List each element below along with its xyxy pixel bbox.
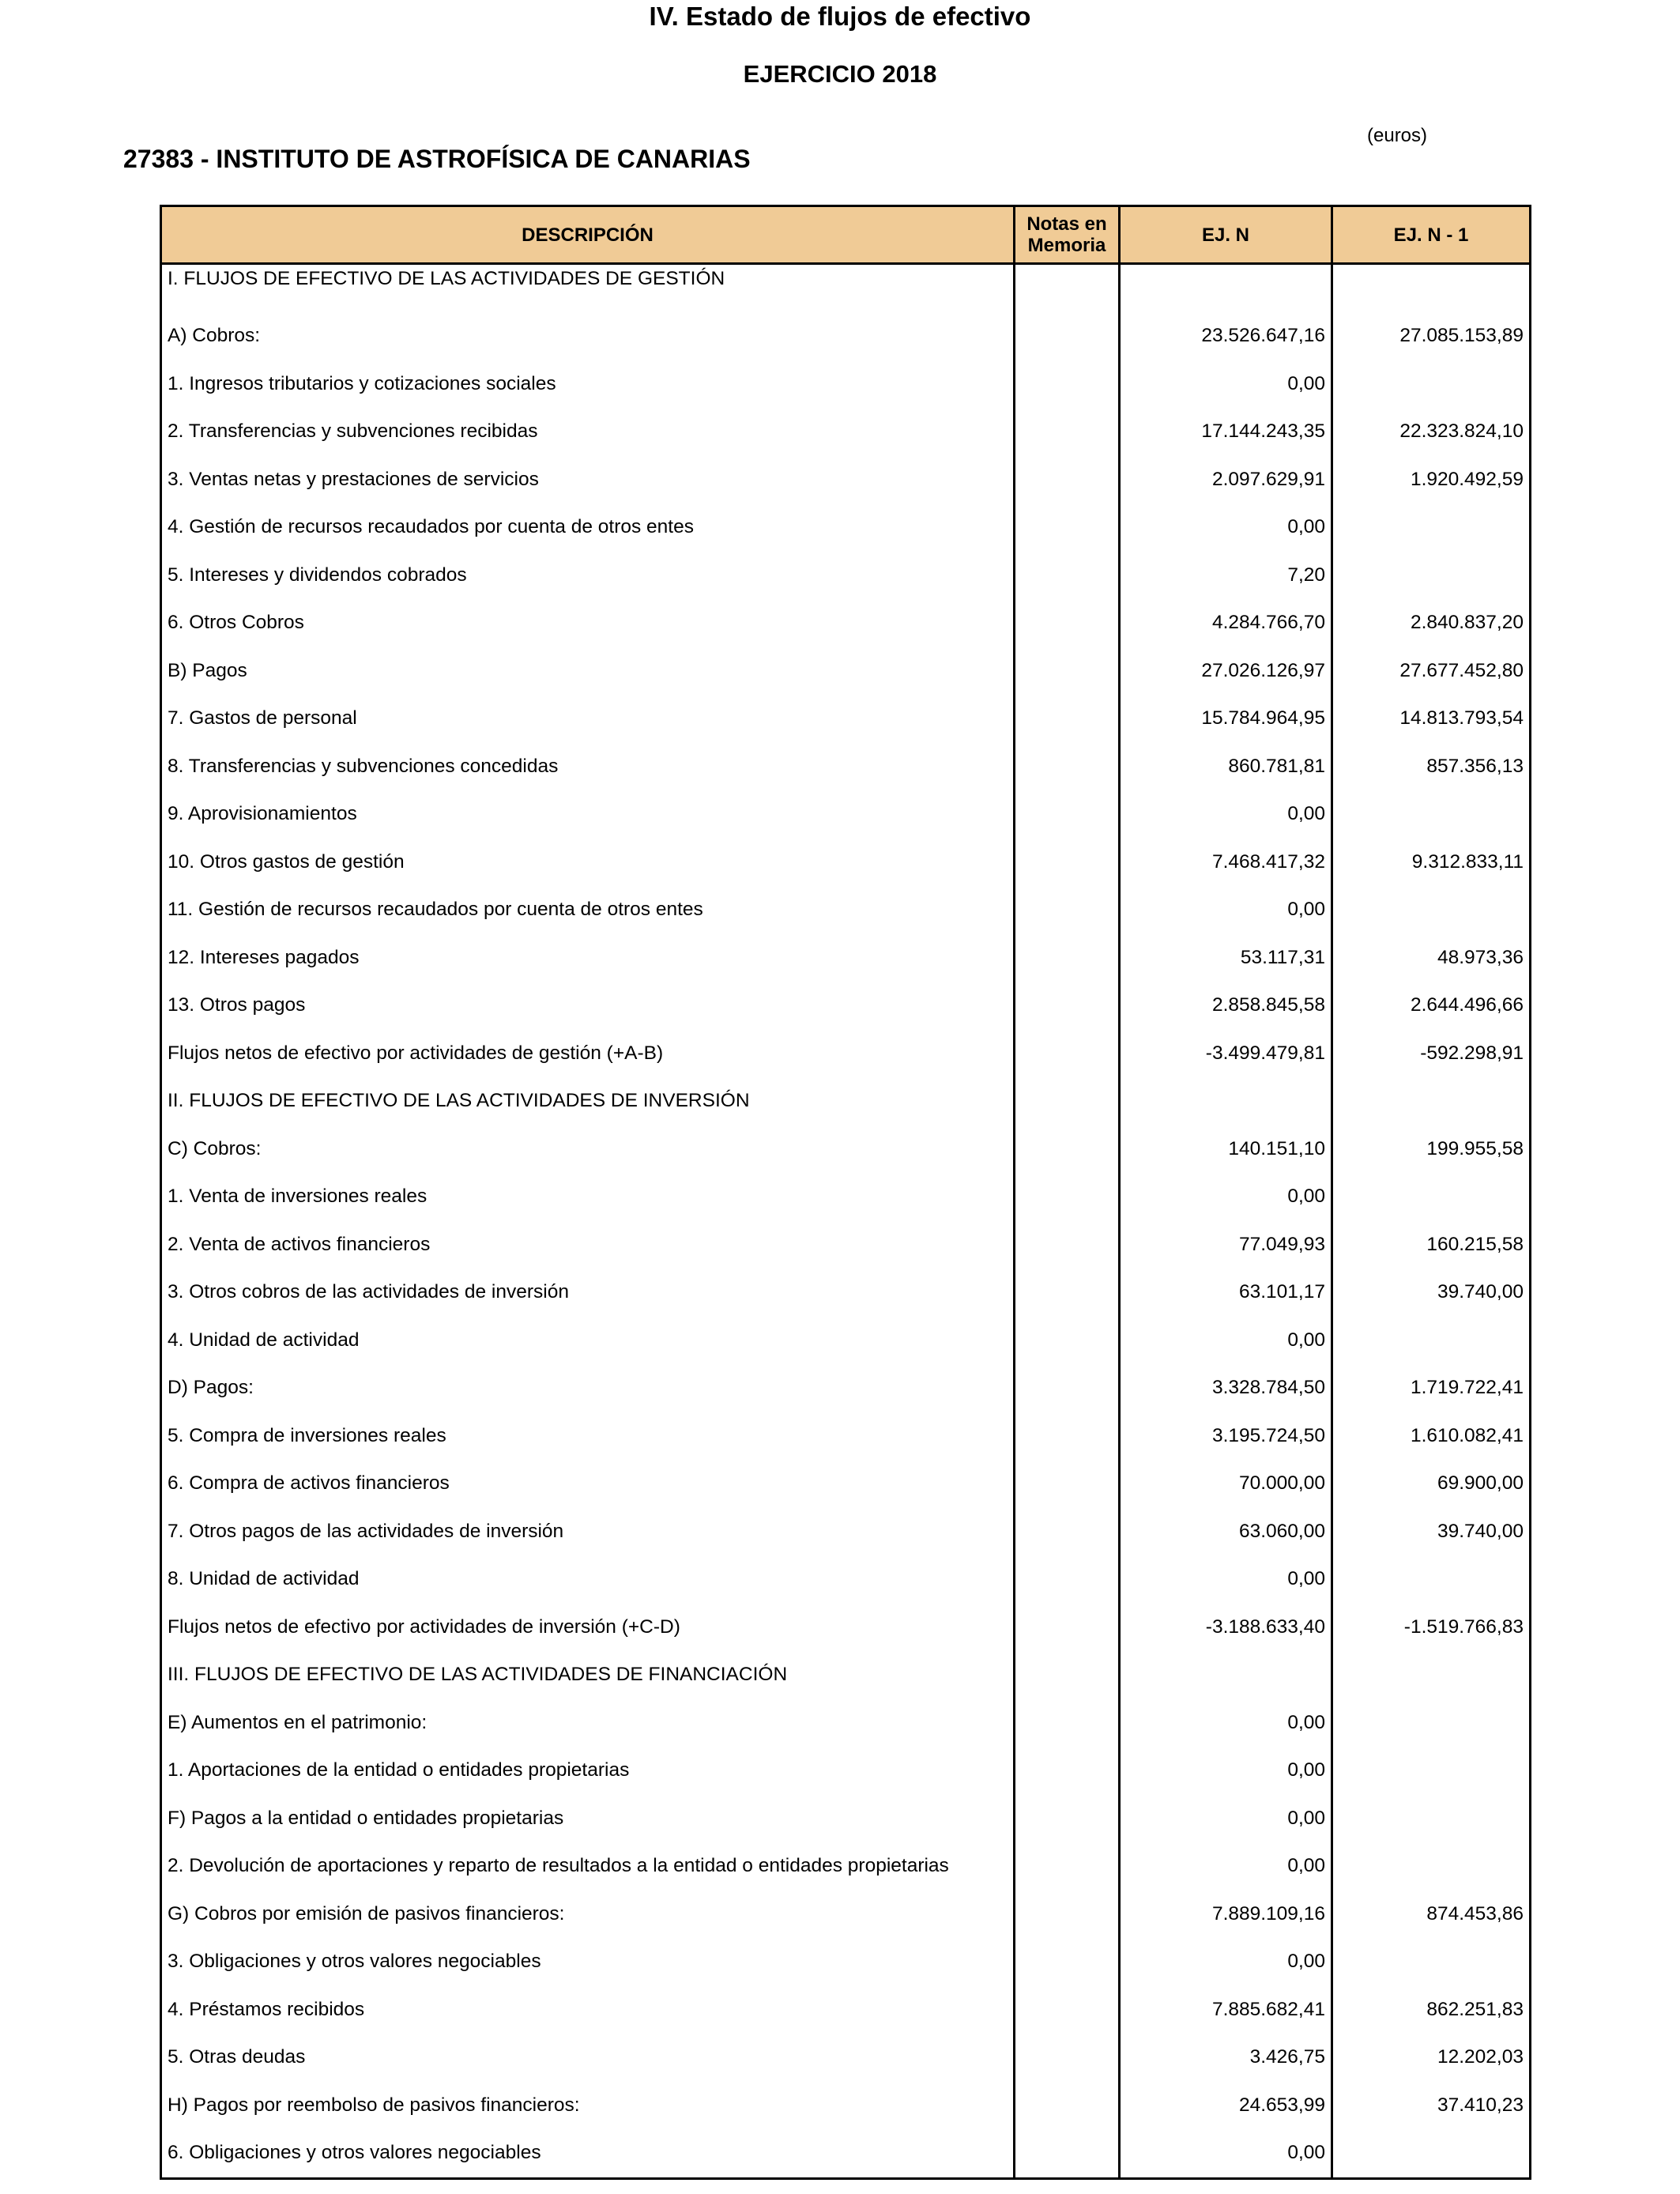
row-value-ej-n: 860.781,81 [1120,743,1332,791]
row-description: 1. Ingresos tributarios y cotizaciones sociales [161,360,1015,409]
row-notes [1015,743,1120,791]
row-description: 11. Gestión de recursos recaudados por cuenta de otros entes [161,886,1015,934]
table-row [161,1891,1531,1939]
table-row [161,1125,1531,1174]
row-value-ej-n-1: 1.920.492,59 [1332,456,1531,504]
row-value-ej-n: 7,20 [1120,552,1332,600]
row-description: 7. Otros pagos de las actividades de inversión [161,1508,1015,1556]
row-value-ej-n-1 [1332,1795,1531,1843]
row-notes [1015,1077,1120,1125]
table-row [161,503,1531,552]
row-value-ej-n-1: 48.973,36 [1332,934,1531,982]
row-notes [1015,790,1120,839]
row-description: 13. Otros pagos [161,982,1015,1030]
row-description: E) Aumentos en el patrimonio: [161,1699,1015,1747]
row-notes [1015,1986,1120,2034]
row-description: 6. Compra de activos financieros [161,1460,1015,1508]
row-value-ej-n: 3.426,75 [1120,2034,1332,2082]
row-value-ej-n-1 [1332,1173,1531,1221]
column-header-description: DESCRIPCIÓN [161,206,1015,264]
row-value-ej-n: 15.784.964,95 [1120,695,1332,743]
table-row [161,1842,1531,1891]
row-value-ej-n-1: 862.251,83 [1332,1986,1531,2034]
row-value-ej-n: 77.049,93 [1120,1221,1332,1269]
row-description: 4. Préstamos recibidos [161,1986,1015,2034]
row-value-ej-n-1: 199.955,58 [1332,1125,1531,1174]
row-description: 9. Aprovisionamientos [161,790,1015,839]
row-description: 5. Intereses y dividendos cobrados [161,552,1015,600]
row-description: F) Pagos a la entidad o entidades propietarias [161,1795,1015,1843]
table-row [161,886,1531,934]
row-notes [1015,552,1120,600]
row-description: 6. Otros Cobros [161,599,1015,647]
table-row [161,1604,1531,1652]
row-notes [1015,934,1120,982]
row-value-ej-n: 0,00 [1120,1555,1332,1604]
row-value-ej-n-1 [1332,1699,1531,1747]
row-description: Flujos netos de efectivo por actividades de inversión (+C-D) [161,1604,1015,1652]
column-header-ej-n-1: EJ. N - 1 [1332,206,1531,264]
table-row [161,934,1531,982]
table-row [161,1173,1531,1221]
row-value-ej-n: 63.060,00 [1120,1508,1332,1556]
table-header-row [161,206,1531,264]
row-value-ej-n-1 [1332,503,1531,552]
row-value-ej-n-1: 9.312.833,11 [1332,839,1531,887]
row-value-ej-n-1 [1332,1747,1531,1795]
row-value-ej-n: 0,00 [1120,1317,1332,1365]
row-value-ej-n: 70.000,00 [1120,1460,1332,1508]
row-notes [1015,1795,1120,1843]
table-row [161,982,1531,1030]
row-value-ej-n-1 [1332,360,1531,409]
row-notes [1015,1891,1120,1939]
table-row [161,1508,1531,1556]
row-description: D) Pagos: [161,1364,1015,1412]
row-value-ej-n-1: 27.677.452,80 [1332,647,1531,696]
row-description: 2. Venta de activos financieros [161,1221,1015,1269]
row-value-ej-n: 0,00 [1120,1938,1332,1986]
row-value-ej-n [1120,1651,1332,1699]
row-notes [1015,1317,1120,1365]
row-value-ej-n: 53.117,31 [1120,934,1332,982]
table-row [161,1747,1531,1795]
row-description: 3. Obligaciones y otros valores negociables [161,1938,1015,1986]
table-row [161,360,1531,409]
row-notes [1015,2082,1120,2130]
table-row [161,695,1531,743]
row-value-ej-n-1: 1.719.722,41 [1332,1364,1531,1412]
row-description: G) Cobros por emisión de pasivos financieros: [161,1891,1015,1939]
entity-name: 27383 - INSTITUTO DE ASTROFÍSICA DE CANARIAS [123,145,751,173]
row-value-ej-n-1 [1332,1938,1531,1986]
row-description: A) Cobros: [161,312,1015,360]
row-value-ej-n-1: 857.356,13 [1332,743,1531,791]
column-header-notes-line2: Memoria [1027,235,1106,256]
row-value-ej-n [1120,264,1332,313]
row-notes [1015,1651,1120,1699]
row-value-ej-n: 0,00 [1120,1842,1332,1891]
row-value-ej-n: 0,00 [1120,886,1332,934]
row-value-ej-n-1 [1332,790,1531,839]
row-notes [1015,1364,1120,1412]
row-notes [1015,1460,1120,1508]
row-notes [1015,360,1120,409]
column-header-ej-n: EJ. N [1120,206,1332,264]
row-notes [1015,1747,1120,1795]
row-value-ej-n-1: 39.740,00 [1332,1269,1531,1317]
table-row [161,2082,1531,2130]
row-description: 5. Compra de inversiones reales [161,1412,1015,1461]
row-description: III. FLUJOS DE EFECTIVO DE LAS ACTIVIDADES DE FINANCIACIÓN [161,1651,1015,1699]
row-description: 3. Ventas netas y prestaciones de servicios [161,456,1015,504]
row-notes [1015,1699,1120,1747]
row-value-ej-n-1: 39.740,00 [1332,1508,1531,1556]
table-row [161,1077,1531,1125]
currency-units: (euros) [1367,125,1428,146]
row-notes [1015,982,1120,1030]
row-value-ej-n-1 [1332,1842,1531,1891]
row-value-ej-n-1: 69.900,00 [1332,1460,1531,1508]
table-row [161,552,1531,600]
row-description: 7. Gastos de personal [161,695,1015,743]
row-value-ej-n-1: -592.298,91 [1332,1030,1531,1078]
row-notes [1015,408,1120,456]
row-description: C) Cobros: [161,1125,1015,1174]
row-notes [1015,1221,1120,1269]
row-value-ej-n: 140.151,10 [1120,1125,1332,1174]
row-description: 8. Unidad de actividad [161,1555,1015,1604]
row-value-ej-n: 24.653,99 [1120,2082,1332,2130]
table-row [161,1317,1531,1365]
row-notes [1015,1842,1120,1891]
row-value-ej-n: 0,00 [1120,360,1332,409]
table-row [161,2129,1531,2178]
column-header-notes [1015,206,1120,264]
row-description: II. FLUJOS DE EFECTIVO DE LAS ACTIVIDADES DE INVERSIÓN [161,1077,1015,1125]
table-row [161,1364,1531,1412]
row-value-ej-n: 0,00 [1120,1795,1332,1843]
row-value-ej-n-1: 2.840.837,20 [1332,599,1531,647]
row-description: 4. Unidad de actividad [161,1317,1015,1365]
row-description: 2. Devolución de aportaciones y reparto de resultados a la entidad o entidades propietarias [161,1842,1015,1891]
row-value-ej-n-1 [1332,264,1531,313]
row-notes [1015,1125,1120,1174]
row-value-ej-n: -3.499.479,81 [1120,1030,1332,1078]
row-value-ej-n-1: 2.644.496,66 [1332,982,1531,1030]
row-value-ej-n-1: 22.323.824,10 [1332,408,1531,456]
row-description: 2. Transferencias y subvenciones recibidas [161,408,1015,456]
fiscal-year: EJERCICIO 2018 [743,60,937,88]
row-description: 8. Transferencias y subvenciones concedidas [161,743,1015,791]
row-value-ej-n [1120,1077,1332,1125]
table-row [161,1938,1531,1986]
row-description: 1. Venta de inversiones reales [161,1173,1015,1221]
row-notes [1015,456,1120,504]
table-row [161,647,1531,696]
row-value-ej-n: 0,00 [1120,790,1332,839]
table-row [161,839,1531,887]
row-notes [1015,599,1120,647]
row-value-ej-n-1 [1332,1317,1531,1365]
row-notes [1015,647,1120,696]
row-notes [1015,1508,1120,1556]
table-row [161,1412,1531,1461]
row-notes [1015,1030,1120,1078]
table-row [161,264,1531,313]
row-description: 10. Otros gastos de gestión [161,839,1015,887]
row-value-ej-n-1 [1332,1077,1531,1125]
table-row [161,312,1531,360]
row-value-ej-n: -3.188.633,40 [1120,1604,1332,1652]
row-value-ej-n: 3.195.724,50 [1120,1412,1332,1461]
row-value-ej-n: 17.144.243,35 [1120,408,1332,456]
row-value-ej-n: 63.101,17 [1120,1269,1332,1317]
row-notes [1015,264,1120,313]
table-row [161,1555,1531,1604]
row-notes [1015,695,1120,743]
row-notes [1015,1412,1120,1461]
row-value-ej-n: 4.284.766,70 [1120,599,1332,647]
table-row [161,1651,1531,1699]
row-description: I. FLUJOS DE EFECTIVO DE LAS ACTIVIDADES DE GESTIÓN [161,264,1015,313]
row-notes [1015,1938,1120,1986]
table-row [161,1699,1531,1747]
row-description: 3. Otros cobros de las actividades de inversión [161,1269,1015,1317]
table-body [161,264,1531,2179]
row-value-ej-n-1: 1.610.082,41 [1332,1412,1531,1461]
table-row [161,1986,1531,2034]
row-value-ej-n: 2.097.629,91 [1120,456,1332,504]
row-description: 4. Gestión de recursos recaudados por cuenta de otros entes [161,503,1015,552]
row-value-ej-n: 0,00 [1120,1173,1332,1221]
table-row [161,408,1531,456]
row-value-ej-n: 7.885.682,41 [1120,1986,1332,2034]
row-description: Flujos netos de efectivo por actividades de gestión (+A-B) [161,1030,1015,1078]
row-value-ej-n: 2.858.845,58 [1120,982,1332,1030]
row-value-ej-n: 0,00 [1120,1699,1332,1747]
table-row [161,1030,1531,1078]
row-notes [1015,839,1120,887]
row-notes [1015,886,1120,934]
row-description: 6. Obligaciones y otros valores negociables [161,2129,1015,2178]
document-title: IV. Estado de flujos de efectivo [649,2,1031,31]
row-value-ej-n: 0,00 [1120,2129,1332,2178]
table-row [161,2034,1531,2082]
table-row [161,456,1531,504]
row-description: 1. Aportaciones de la entidad o entidades propietarias [161,1747,1015,1795]
table-row [161,1269,1531,1317]
row-value-ej-n-1: -1.519.766,83 [1332,1604,1531,1652]
row-value-ej-n-1: 160.215,58 [1332,1221,1531,1269]
row-value-ej-n-1: 37.410,23 [1332,2082,1531,2130]
row-notes [1015,1269,1120,1317]
table-row [161,599,1531,647]
row-value-ej-n: 7.468.417,32 [1120,839,1332,887]
row-value-ej-n: 7.889.109,16 [1120,1891,1332,1939]
table-row [161,1460,1531,1508]
row-value-ej-n-1: 27.085.153,89 [1332,312,1531,360]
row-notes [1015,2129,1120,2178]
table-row [161,1221,1531,1269]
table-row [161,1795,1531,1843]
row-value-ej-n-1: 14.813.793,54 [1332,695,1531,743]
table-row [161,790,1531,839]
row-notes [1015,503,1120,552]
row-notes [1015,312,1120,360]
row-value-ej-n-1: 874.453,86 [1332,1891,1531,1939]
row-value-ej-n-1 [1332,886,1531,934]
table-row [161,743,1531,791]
row-notes [1015,1173,1120,1221]
row-value-ej-n-1 [1332,2129,1531,2178]
row-value-ej-n: 0,00 [1120,1747,1332,1795]
row-description: H) Pagos por reembolso de pasivos financieros: [161,2082,1015,2130]
row-value-ej-n: 27.026.126,97 [1120,647,1332,696]
row-value-ej-n-1 [1332,1555,1531,1604]
row-value-ej-n-1: 12.202,03 [1332,2034,1531,2082]
row-notes [1015,2034,1120,2082]
row-description: B) Pagos [161,647,1015,696]
row-value-ej-n: 23.526.647,16 [1120,312,1332,360]
row-value-ej-n: 3.328.784,50 [1120,1364,1332,1412]
column-header-notes-line1: Notas en [1026,213,1107,235]
row-notes [1015,1604,1120,1652]
cash-flow-table [160,205,1531,2180]
row-value-ej-n-1 [1332,552,1531,600]
row-notes [1015,1555,1120,1604]
row-value-ej-n-1 [1332,1651,1531,1699]
row-description: 5. Otras deudas [161,2034,1015,2082]
cash-flow-table-container [160,205,1529,2180]
row-description: 12. Intereses pagados [161,934,1015,982]
row-value-ej-n: 0,00 [1120,503,1332,552]
